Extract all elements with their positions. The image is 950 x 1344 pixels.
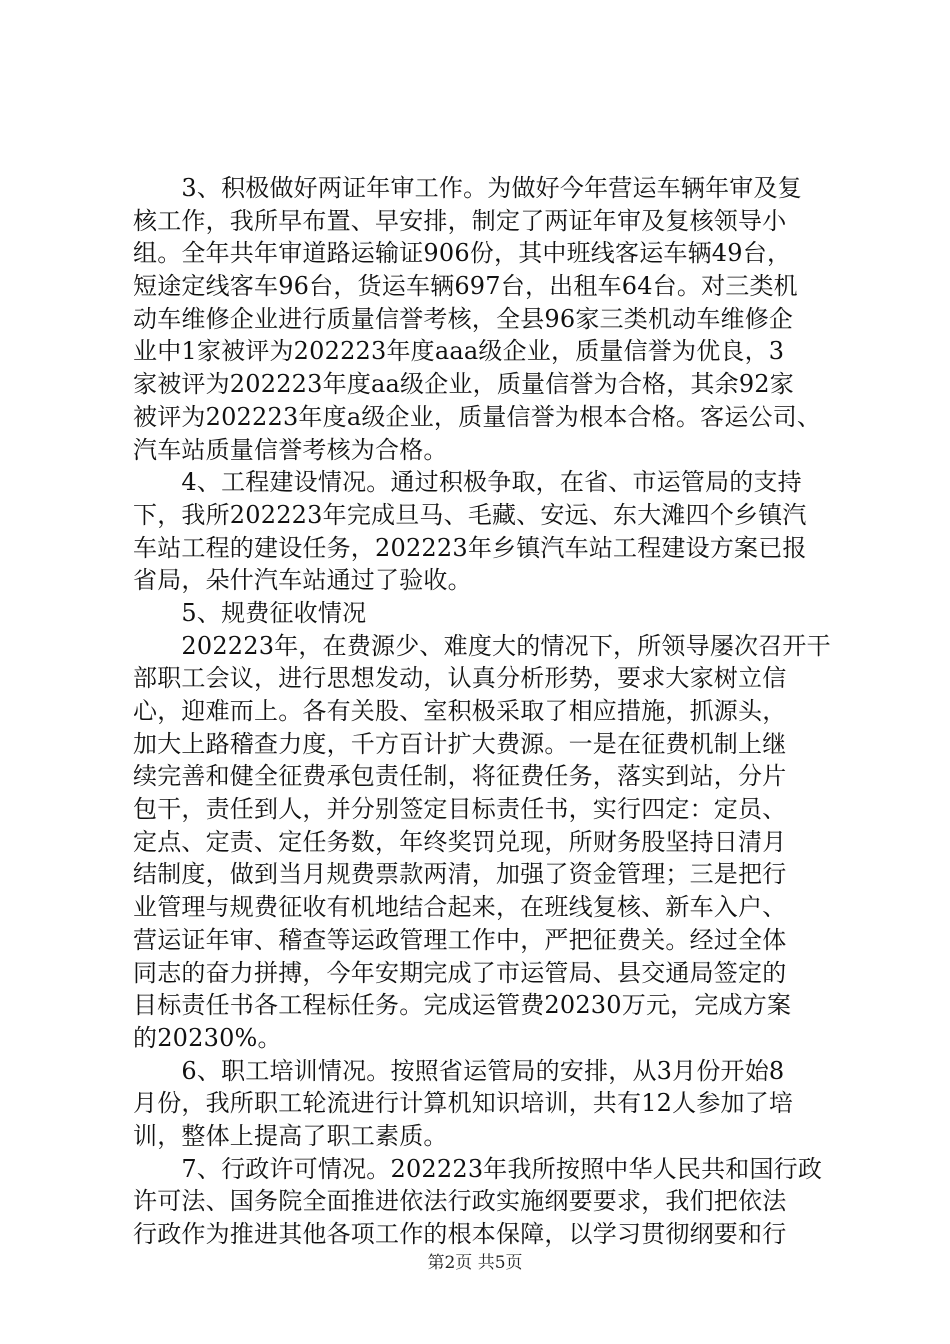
text-line: 202223年，在费源少、难度大的情况下，所领导屡次召开干 [133, 631, 831, 660]
text-line: 下，我所202223年完成旦马、毛藏、安远、东大滩四个乡镇汽 [133, 500, 807, 529]
text-line: 6、职工培训情况。按照省运管局的安排，从3月份开始8 [133, 1056, 785, 1085]
text-line: 被评为202223年度a级企业，质量信誉为根本合格。客运公司、 [133, 402, 822, 431]
text-line: 动车维修企业进行质量信誉考核，全县96家三类机动车维修企 [133, 304, 794, 333]
text-line: 月份，我所职工轮流进行计算机知识培训，共有12人参加了培 [133, 1089, 794, 1118]
text-line: 汽车站质量信誉考核为合格。 [133, 435, 448, 464]
text-line: 许可法、国务院全面推进依法行政实施纲要要求，我们把依法 [133, 1187, 787, 1216]
text-line: 同志的奋力拼搏，今年安期完成了市运管局、县交通局签定的 [133, 958, 787, 987]
text-line: 结制度，做到当月规费票款两清，加强了资金管理；三是把行 [133, 860, 787, 889]
text-line: 训，整体上提高了职工素质。 [133, 1121, 448, 1150]
text-line: 部职工会议，进行思想发动，认真分析形势，要求大家树立信 [133, 664, 787, 693]
text-line: 4、工程建设情况。通过积极争取，在省、市运管局的支持 [133, 468, 802, 497]
text-line: 组。全年共年审道路运输证906份，其中班线客运车辆49台， [133, 239, 792, 268]
text-line: 包干，责任到人，并分别签定目标责任书，实行四定：定员、 [133, 795, 787, 824]
text-line: 的20230%。 [133, 1023, 282, 1052]
text-line: 营运证年审、稽查等运政管理工作中，严把征费关。经过全体 [133, 925, 787, 954]
document-body [133, 172, 833, 1251]
text-line: 短途定线客车96台，货运车辆697台，出租车64台。对三类机 [133, 272, 798, 301]
text-line: 行政作为推进其他各项工作的根本保障，以学习贯彻纲要和行 [133, 1220, 787, 1248]
text-line: 定点、定责、定任务数，年终奖罚兑现，所财务股坚持日清月 [133, 827, 787, 856]
text-line: 家被评为202223年度aa级企业，质量信誉为合格，其余92家 [133, 370, 794, 399]
text-line: 业管理与规费征收有机地结合起来，在班线复核、新车入户、 [133, 893, 787, 922]
page-footer: 第2页 共5页 [427, 1253, 523, 1273]
text-line: 车站工程的建设任务，202223年乡镇汽车站工程建设方案已报 [133, 533, 807, 562]
text-line: 3、积极做好两证年审工作。为做好今年营运车辆年审及复 [133, 174, 802, 202]
text-line: 省局，朵什汽车站通过了验收。 [133, 566, 472, 595]
text-line: 加大上路稽查力度，千方百计扩大费源。一是在征费机制上继 [133, 729, 787, 758]
text-line: 核工作，我所早布置、早安排，制定了两证年审及复核领导小 [133, 206, 787, 235]
text-line: 心，迎难而上。各有关股、室积极采取了相应措施，抓源头， [133, 697, 787, 725]
text-line: 业中1家被评为202223年度aaa级企业，质量信誉为优良，3 [133, 337, 785, 366]
text-line: 5、规费征收情况 [133, 598, 367, 627]
text-line: 续完善和健全征费承包责任制，将征费任务，落实到站，分片 [133, 762, 787, 791]
text-line: 7、行政许可情况。202223年我所按照中华人民共和国行政 [133, 1154, 823, 1183]
text-line: 目标责任书各工程标任务。完成运管费20230万元，完成方案 [133, 991, 792, 1020]
